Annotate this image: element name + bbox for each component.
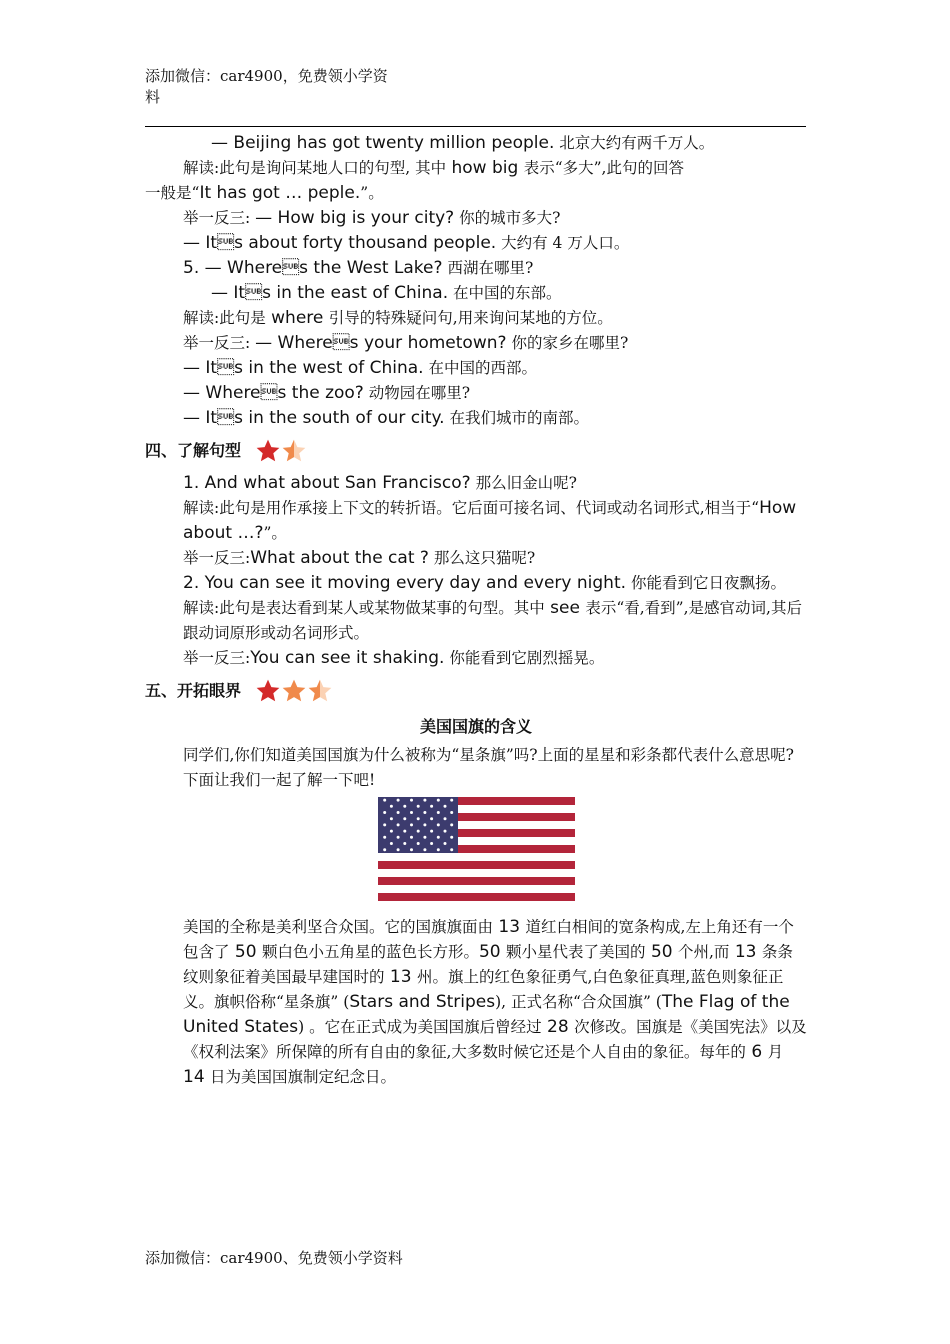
header-rule	[145, 126, 806, 127]
text-line: 解读:此句是 where 引导的特殊疑问句,用来询问某地的方位。	[183, 308, 613, 328]
flag-star	[430, 817, 433, 820]
flag-star	[416, 805, 419, 808]
flag-star	[383, 848, 386, 851]
flag-star	[450, 811, 453, 814]
flag-stripe	[378, 893, 575, 901]
flag-star	[396, 848, 399, 851]
flag-star	[396, 823, 399, 826]
text-line: — Beijing has got twenty million people. 北京大约有两千万人。	[211, 133, 715, 153]
document-body	[145, 131, 807, 1090]
text-line: — Its in the west of China. 在中国的西部。	[183, 358, 538, 378]
flag-star	[436, 848, 439, 851]
flag-star	[389, 817, 392, 820]
flag-stripe	[378, 861, 575, 869]
text-line: 一般是“It has got … peple.”。	[145, 183, 384, 203]
flag-star	[423, 799, 426, 802]
flag-star	[403, 817, 406, 820]
text-paragraph: 2. You can see it moving every day and every night. 你能看到它日夜飘扬。	[183, 573, 786, 593]
flag-star	[450, 799, 453, 802]
flag-star	[403, 830, 406, 833]
flag-star	[436, 823, 439, 826]
half-star-icon	[307, 678, 333, 704]
flag-star	[443, 817, 446, 820]
flag-star	[436, 799, 439, 802]
star-icon	[255, 438, 281, 464]
flag-stripe	[378, 885, 575, 893]
text-paragraph: 美国的全称是美利坚合众国。它的国旗旗面由 13 道红白相间的宽条构成,左上角还有一个包含了 50 颗白色小五角星的蓝色长方形。50 颗小星代表了美国的 50 个州,而 13 条条纹则象征着美国最早建国时的 13 州。旗上的红色象征勇气,白色象征真理,蓝色则象征正义。旗帜俗称“星条旗” (Stars and Stripes), 正式名称“合众国旗” (The Flag of the United States) 。它在正式成为美国国旗后曾经过 28 次修改。国旗是《美国宪法》以及《权利法案》所保障的所有自由的象征,大多数时候它还是个人自由的象征。每年的 6 月 14 日为美国国旗制定纪念日。	[183, 917, 807, 1087]
flag-star	[416, 842, 419, 845]
flag-star	[450, 823, 453, 826]
flag-star	[403, 842, 406, 845]
flag-star	[389, 830, 392, 833]
section-heading-5: 五、开拓眼界	[145, 675, 807, 707]
star-icon	[281, 678, 307, 704]
text-line: 1. And what about San Francisco? 那么旧金山呢?	[183, 473, 577, 493]
star-icon	[255, 678, 281, 704]
flag-star	[396, 836, 399, 839]
text-line: 解读:此句是询问某地人口的句型, 其中 how big 表示“多大”,此句的回答	[183, 158, 684, 178]
flag-star	[410, 823, 413, 826]
flag-star	[389, 805, 392, 808]
flag-star	[410, 811, 413, 814]
flag-star	[403, 805, 406, 808]
rating-stars	[255, 438, 307, 464]
flag-star	[396, 799, 399, 802]
flag-star	[383, 811, 386, 814]
us-flag-image	[378, 797, 575, 901]
flag-star	[383, 823, 386, 826]
flag-star	[443, 805, 446, 808]
flag-star	[430, 830, 433, 833]
rating-stars	[255, 678, 333, 704]
text-line: — Its in the south of our city. 在我们城市的南部。	[183, 408, 589, 428]
header-note: 添加微信：car4900，免费领小学资料	[145, 67, 388, 106]
flag-stripe	[378, 853, 575, 861]
text-line: — Its in the east of China. 在中国的东部。	[211, 283, 562, 303]
text-line: 5. — Wheres the West Lake? 西湖在哪里?	[183, 258, 534, 278]
flag-star	[383, 799, 386, 802]
text-line: 举一反三:What about the cat ? 那么这只猫呢?	[183, 548, 536, 568]
flag-star	[430, 805, 433, 808]
flag-star	[396, 811, 399, 814]
section-heading-4: 四、了解句型	[145, 435, 807, 467]
flag-star	[410, 848, 413, 851]
flag-star	[423, 811, 426, 814]
flag-star	[436, 811, 439, 814]
flag-star	[436, 836, 439, 839]
text-line: — Its about forty thousand people. 大约有 4 万人口。	[183, 233, 630, 253]
text-paragraph: 同学们,你们知道美国国旗为什么被称为“星条旗”吗?上面的星星和彩条都代表什么意思呢?下面让我们一起了解一下吧!	[183, 746, 794, 789]
text-line: 举一反三: — Wheres your hometown? 你的家乡在哪里?	[183, 333, 629, 353]
flag-star	[423, 848, 426, 851]
flag-star	[416, 830, 419, 833]
half-star-icon	[281, 438, 307, 464]
article-title: 美国国旗的含义	[419, 717, 532, 736]
footer-note: 添加微信：car4900、免费领小学资料	[145, 1249, 403, 1267]
flag-star	[383, 836, 386, 839]
flag-star	[423, 836, 426, 839]
flag-star	[416, 817, 419, 820]
flag-star	[389, 842, 392, 845]
flag-stripe	[378, 877, 575, 885]
flag-star	[423, 823, 426, 826]
flag-star	[450, 836, 453, 839]
flag-star	[410, 799, 413, 802]
text-paragraph: 解读:此句是表达看到某人或某物做某事的句型。其中 see 表示“看,看到”,是感官动词,其后跟动词原形或动名词形式。	[183, 598, 802, 642]
text-paragraph: 解读:此句是用作承接上下文的转折语。它后面可接名词、代词或动名词形式,相当于“How about …?”。	[183, 498, 797, 543]
flag-star	[450, 848, 453, 851]
flag-stripe	[378, 869, 575, 877]
flag-figure	[145, 797, 807, 901]
flag-star	[410, 836, 413, 839]
flag-star	[430, 842, 433, 845]
text-line: 举一反三:You can see it shaking. 你能看到它剧烈摇晃。	[183, 648, 605, 668]
flag-star	[443, 842, 446, 845]
text-line: — Wheres the zoo? 动物园在哪里?	[183, 383, 471, 403]
flag-star	[443, 830, 446, 833]
text-line: 举一反三: — How big is your city? 你的城市多大?	[183, 208, 561, 228]
